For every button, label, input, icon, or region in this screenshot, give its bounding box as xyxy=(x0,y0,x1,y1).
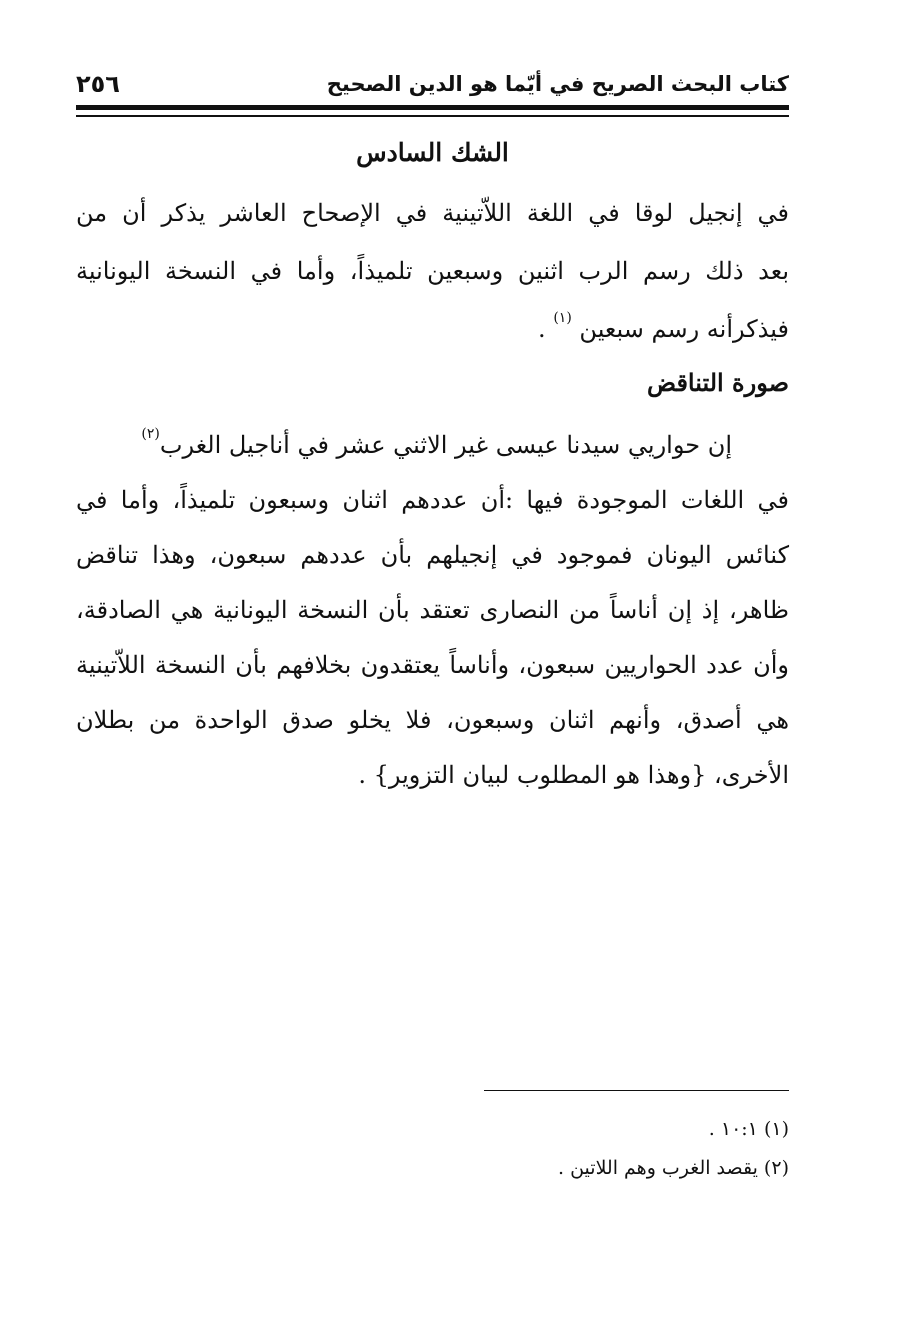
header-rule-thick xyxy=(76,105,789,110)
footnote: (٢) يقصد الغرب وهم اللاتين . xyxy=(558,1157,789,1179)
paragraph-line: بعد ذلك رسم الرب اثنين وسبعين تلميذاً، وأما في النسخة اليونانية xyxy=(76,257,789,285)
footnote-separator xyxy=(484,1090,789,1091)
subheading: صورة التناقض xyxy=(647,368,789,397)
paragraph-line xyxy=(76,425,732,465)
paragraph-line: ظاهر، إذ إن أناساً من النصارى تعتقد بأن النسخة اليونانية هي الصادقة، xyxy=(76,596,790,624)
book-title: كتاب البحث الصريح في أيّما هو الدين الصحيح xyxy=(326,72,789,96)
footnote: (١) ١٠:١ . xyxy=(708,1118,789,1140)
paragraph-text: إن حواريي سيدنا عيسى غير الاثني عشر في أناجيل الغرب xyxy=(159,431,732,459)
paragraph-line xyxy=(76,309,789,349)
section-title: الشك السادس xyxy=(356,138,509,167)
running-header xyxy=(76,70,789,106)
paragraph-text: فيذكرأنه رسم سبعين xyxy=(579,315,789,343)
footnote-ref[interactable]: (١) xyxy=(553,310,572,326)
paragraph-line: الأخرى، {وهذا هو المطلوب لبيان التزوير} . xyxy=(358,761,789,789)
paragraph-line: هي أصدق، وأنهم اثنان وسبعون، فلا يخلو صدق الواحدة من بطلان xyxy=(76,706,789,734)
paragraph-line: في اللغات الموجودة فيها :أن عددهم اثنان وسبعون تلميذاً، وأما في xyxy=(76,486,789,514)
paragraph-line: وأن عدد الحواريين سبعون، وأناساً يعتقدون بخلافهم بأن النسخة اللاّتينية xyxy=(76,651,789,679)
footnote-ref[interactable]: (٢) xyxy=(141,426,160,442)
paragraph-text: . xyxy=(538,315,546,343)
header-rule-thin xyxy=(76,115,789,117)
page-number: ٢٥٦ xyxy=(76,70,120,98)
paragraph-line: في إنجيل لوقا في اللغة اللاّتينية في الإصحاح العاشر يذكر أن من xyxy=(76,199,789,227)
paragraph-line: كنائس اليونان فموجود في إنجيلهم بأن عددهم سبعون، وهذا تناقض xyxy=(76,541,789,569)
